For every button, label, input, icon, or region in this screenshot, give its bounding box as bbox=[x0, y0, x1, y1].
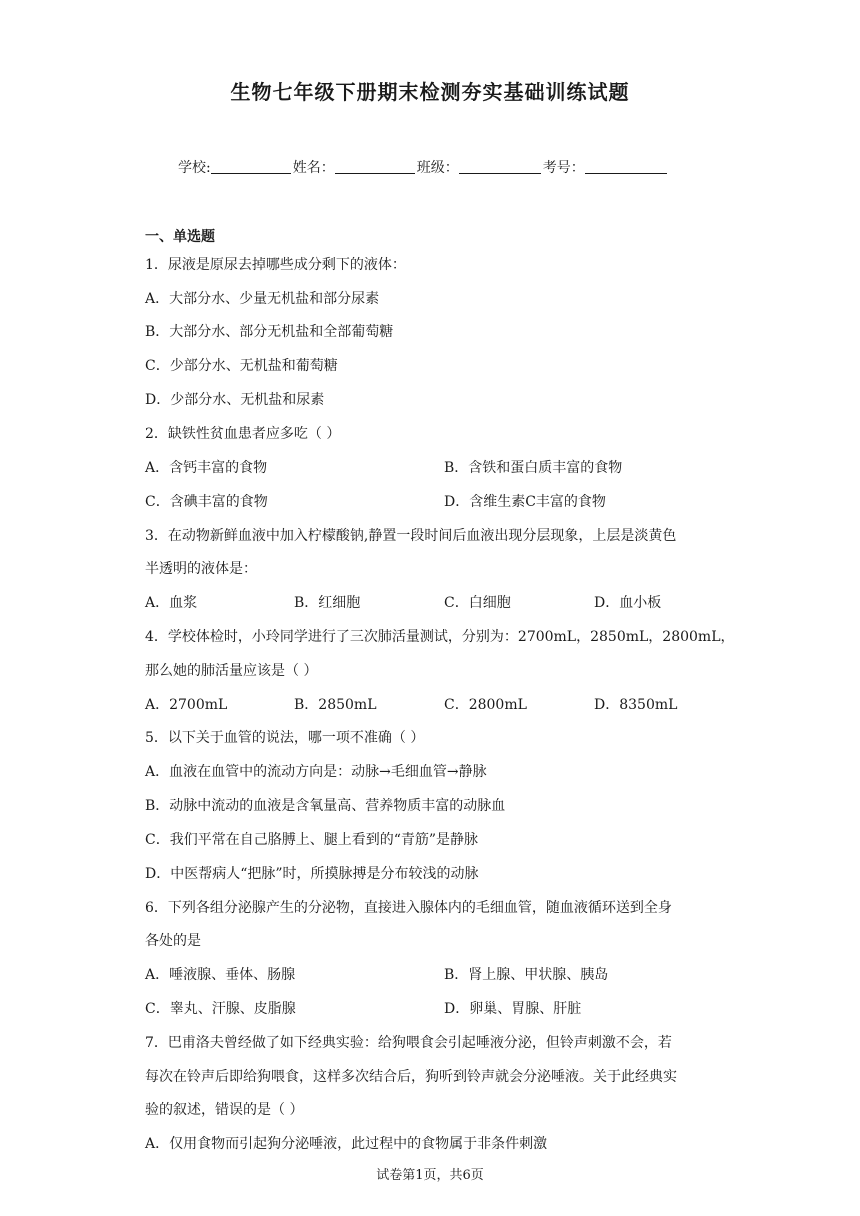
question-1-option-b: B．大部分水、部分无机盐和全部葡萄糖 bbox=[145, 324, 394, 340]
question-4-option-b: B．2850mL bbox=[294, 697, 377, 713]
page-footer: 试卷第1页，共6页 bbox=[376, 1168, 484, 1183]
question-7-stem: 7．巴甫洛夫曾经做了如下经典实验：给狗喂食会引起唾液分泌，但铃声刺激不会，若 bbox=[145, 1035, 672, 1051]
question-6-stem: 6．下列各组分泌腺产生的分泌物，直接进入腺体内的毛细血管，随血液循环送到全身 bbox=[145, 900, 672, 916]
question-3-stem-cont: 半透明的液体是： bbox=[145, 561, 257, 577]
question-6-option-d: D．卵巢、胃腺、肝脏 bbox=[444, 1001, 582, 1017]
exam-no-blank bbox=[585, 159, 667, 174]
question-4-option-a: A．2700mL bbox=[145, 697, 228, 713]
question-2-option-c: C．含碘丰富的食物 bbox=[145, 494, 268, 510]
question-5-option-d: D．中医帮病人“把脉”时，所摸脉搏是分布较浅的动脉 bbox=[145, 866, 479, 882]
question-4-option-d: D．8350mL bbox=[594, 697, 678, 713]
school-label: 学校: bbox=[178, 160, 211, 176]
question-7-option-a: A．仅用食物而引起狗分泌唾液，此过程中的食物属于非条件刺激 bbox=[145, 1136, 548, 1152]
question-5-option-a: A．血液在血管中的流动方向是：动脉→毛细血管→静脉 bbox=[145, 764, 487, 780]
page-title: 生物七年级下册期末检测夯实基础训练试题 bbox=[230, 80, 630, 104]
question-6-stem-cont: 各处的是 bbox=[145, 933, 201, 949]
question-1-option-c: C．少部分水、无机盐和葡萄糖 bbox=[145, 358, 338, 374]
question-1-option-a: A．大部分水、少量无机盐和部分尿素 bbox=[145, 291, 380, 307]
school-blank bbox=[211, 159, 291, 174]
question-6-option-a: A．唾液腺、垂体、肠腺 bbox=[145, 967, 296, 983]
question-3-option-d: D．血小板 bbox=[594, 595, 662, 611]
question-2-option-d: D．含维生素C丰富的食物 bbox=[444, 494, 606, 510]
question-4-stem: 4．学校体检时，小玲同学进行了三次肺活量测试，分别为：2700mL，2850mL，2800mL， bbox=[145, 629, 735, 645]
question-4-stem-cont: 那么她的肺活量应该是（ ） bbox=[145, 663, 318, 679]
exam-no-label: 考号： bbox=[542, 160, 585, 176]
question-7-stem-cont-1: 每次在铃声后即给狗喂食，这样多次结合后，狗听到铃声就会分泌唾液。关于此经典实 bbox=[145, 1069, 677, 1085]
name-label: 姓名： bbox=[292, 160, 335, 176]
question-2-stem: 2．缺铁性贫血患者应多吃（ ） bbox=[145, 426, 341, 442]
question-2-option-a: A．含钙丰富的食物 bbox=[145, 460, 268, 476]
question-3-option-a: A．血浆 bbox=[145, 595, 198, 611]
question-2-option-b: B．含铁和蛋白质丰富的食物 bbox=[444, 460, 623, 476]
section-heading: 一、单选题 bbox=[145, 229, 215, 245]
question-3-option-c: C．白细胞 bbox=[444, 595, 511, 611]
class-label: 班级： bbox=[416, 160, 459, 176]
question-6-option-b: B．肾上腺、甲状腺、胰岛 bbox=[444, 967, 609, 983]
question-3-stem: 3．在动物新鲜血液中加入柠檬酸钠,静置一段时间后血液出现分层现象，上层是淡黄色 bbox=[145, 528, 677, 544]
question-1-option-d: D．少部分水、无机盐和尿素 bbox=[145, 392, 325, 408]
question-5-option-b: B．动脉中流动的血液是含氧量高、营养物质丰富的动脉血 bbox=[145, 798, 506, 814]
question-5-option-c: C．我们平常在自己胳膊上、腿上看到的“青筋”是静脉 bbox=[145, 832, 479, 848]
student-info-row bbox=[178, 157, 669, 177]
question-5-stem: 5．以下关于血管的说法，哪一项不准确（ ） bbox=[145, 730, 425, 746]
question-6-option-c: C．睾丸、汗腺、皮脂腺 bbox=[145, 1001, 296, 1017]
question-1-stem: 1．尿液是原尿去掉哪些成分剩下的液体： bbox=[145, 257, 406, 273]
class-blank bbox=[459, 159, 541, 174]
question-4-option-c: C．2800mL bbox=[444, 697, 527, 713]
question-7-stem-cont-2: 验的叙述，错误的是（ ） bbox=[145, 1102, 304, 1118]
question-3-option-b: B．红细胞 bbox=[294, 595, 361, 611]
name-blank bbox=[335, 159, 415, 174]
